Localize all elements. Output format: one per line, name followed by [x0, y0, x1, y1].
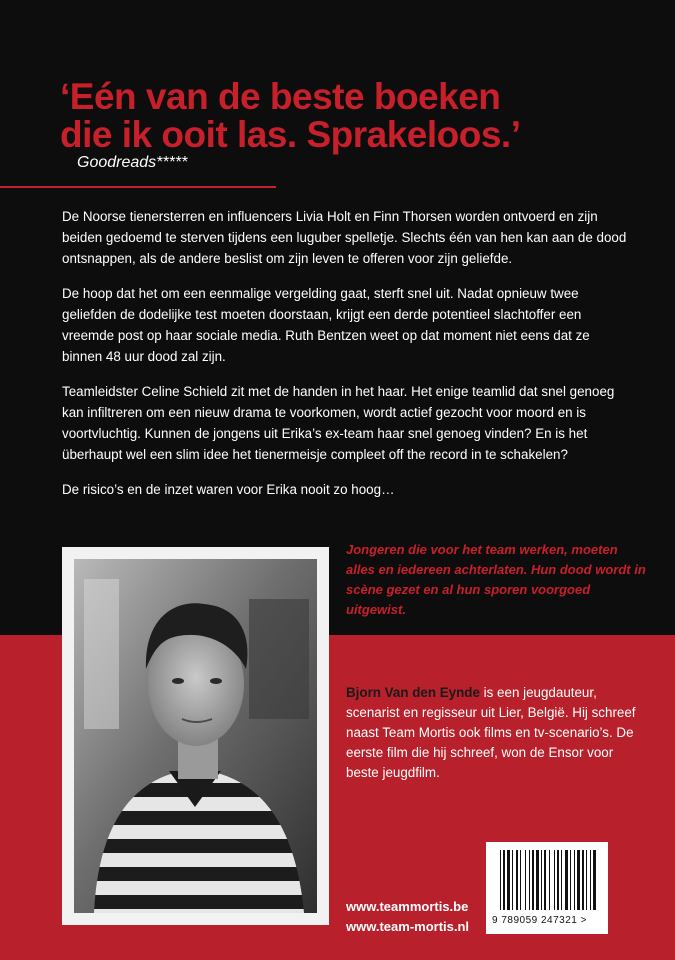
isbn-barcode — [486, 842, 608, 934]
author-photo-frame — [62, 547, 329, 925]
author-photo — [74, 559, 317, 913]
author-bio-text: is een jeugdauteur, scenarist en regisseur uit Lier, België. Hij schreef naast Team Mortis ook films en tv-scenario’s. De eerste film die hij schreef, won de Ensor voor beste jeugdfilm. — [346, 685, 636, 780]
blurb-paragraph: De hoop dat het om een eenmalige vergelding gaat, sterft snel uit. Nadat opnieuw twee geliefden de dodelijke test moeten doorstaan, krijgt een derde potentieel slachtoffer een vreemde post op haar sociale media. Ruth Bentzen weet op dat moment niet eens dat ze binnen 48 uur dood zal zijn. — [62, 286, 590, 364]
blurb-paragraph: De risico’s en de inzet waren voor Erika nooit zo hoog… — [62, 482, 395, 497]
quote-line-1: ‘Eén van de beste boeken — [60, 76, 501, 117]
review-quote — [60, 78, 660, 154]
blurb-paragraph: De Noorse tienersterren en influencers Livia Holt en Finn Thorsen worden ontvoerd en zijn beiden gedoemd te sterven tijdens een luguber spelletje. Slechts één van hen kan aan de dood ontsnappen, als de andere beslist om zijn leven te offeren voor zijn geliefde. — [62, 209, 627, 266]
blurb-paragraph: Teamleidster Celine Schield zit met de handen in het haar. Het enige teamlid dat snel genoeg kan infiltreren om een nieuw drama te voorkomen, wordt actief gezocht voor moord en is voortvluchtig. Kunnen de jongens uit Erika’s ex-team haar snel genoeg vinden? En is het überhaupt wel een slim idee het tienermeisje compleet off the record in te schakelen? — [62, 384, 615, 462]
isbn-number: 9 789059 247321 > — [492, 915, 587, 926]
divider — [0, 186, 276, 188]
quote-line-2: die ik ooit las. Sprakeloos.’ — [60, 114, 521, 155]
barcode-bars — [486, 842, 608, 914]
website-links — [346, 897, 469, 937]
author-bio — [346, 683, 646, 783]
website-link[interactable]: www.team-mortis.nl — [346, 919, 470, 934]
author-name: Bjorn Van den Eynde — [346, 685, 480, 700]
tagline: Jongeren die voor het team werken, moeten alles en iedereen achterlaten. Hun dood wordt in scène gezet en al hun sporen voorgoed uitgewist. — [346, 542, 646, 617]
quote-source: Goodreads***** — [77, 154, 188, 171]
website-link[interactable]: www.teammortis.be — [346, 899, 469, 914]
blurb-text — [62, 206, 627, 514]
